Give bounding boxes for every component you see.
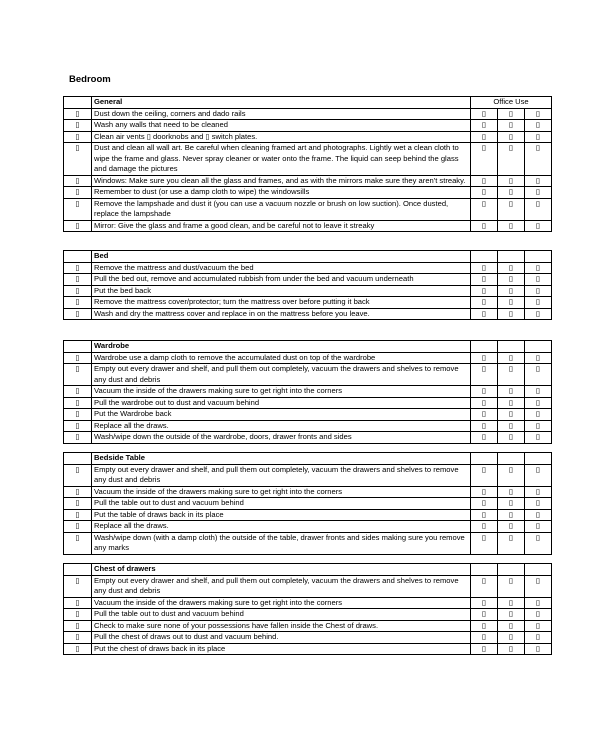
task-checkbox[interactable]: ▯: [64, 521, 92, 533]
header-blank-cell: [471, 341, 498, 353]
task-checkbox[interactable]: ▯: [64, 131, 92, 143]
office-checkbox-3[interactable]: ▯: [525, 297, 552, 309]
checklist-row: [64, 198, 552, 220]
office-checkbox-3[interactable]: ▯: [525, 632, 552, 644]
task-checkbox[interactable]: ▯: [64, 120, 92, 132]
checklist-row: [64, 175, 552, 187]
office-checkbox-1[interactable]: ▯: [471, 575, 498, 597]
office-checkbox-1[interactable]: ▯: [471, 532, 498, 554]
office-checkbox-1[interactable]: ▯: [471, 108, 498, 120]
task-checkbox[interactable]: ▯: [64, 620, 92, 632]
header-blank-cell: [64, 251, 92, 263]
office-checkbox-2[interactable]: ▯: [498, 285, 525, 297]
section-header: [64, 251, 552, 263]
checklist-row: [64, 521, 552, 533]
section-bed: [63, 250, 552, 320]
task-checkbox[interactable]: ▯: [64, 609, 92, 621]
task-checkbox[interactable]: ▯: [64, 352, 92, 364]
task-checkbox[interactable]: ▯: [64, 397, 92, 409]
office-checkbox-2[interactable]: ▯: [498, 575, 525, 597]
header-blank-cell: [471, 453, 498, 465]
header-blank-cell: [64, 341, 92, 353]
task-checkbox[interactable]: ▯: [64, 532, 92, 554]
office-checkbox-3[interactable]: ▯: [525, 131, 552, 143]
office-checkbox-2[interactable]: ▯: [498, 397, 525, 409]
office-checkbox-3[interactable]: ▯: [525, 498, 552, 510]
office-checkbox-1[interactable]: ▯: [471, 432, 498, 444]
office-checkbox-3[interactable]: ▯: [525, 509, 552, 521]
office-checkbox-3[interactable]: ▯: [525, 198, 552, 220]
office-checkbox-1[interactable]: ▯: [471, 597, 498, 609]
checklist-row: [64, 352, 552, 364]
task-text: Wash/wipe down the outside of the wardrobe, doors, drawer fronts and sides: [92, 432, 471, 444]
task-checkbox[interactable]: ▯: [64, 432, 92, 444]
task-checkbox[interactable]: ▯: [64, 464, 92, 486]
section-bedside-table: [63, 452, 552, 555]
office-checkbox-2[interactable]: ▯: [498, 464, 525, 486]
checklist-row: [64, 108, 552, 120]
office-checkbox-1[interactable]: ▯: [471, 386, 498, 398]
task-text: Wash and dry the mattress cover and replace in on the mattress before you leave.: [92, 308, 471, 320]
office-checkbox-2[interactable]: ▯: [498, 521, 525, 533]
checklist-row: [64, 509, 552, 521]
task-text: Wardrobe use a damp cloth to remove the accumulated dust on top of the wardrobe: [92, 352, 471, 364]
header-blank-cell: [525, 251, 552, 263]
office-checkbox-1[interactable]: ▯: [471, 498, 498, 510]
office-checkbox-2[interactable]: ▯: [498, 220, 525, 232]
office-checkbox-2[interactable]: ▯: [498, 597, 525, 609]
office-checkbox-1[interactable]: ▯: [471, 175, 498, 187]
task-text: Replace all the draws.: [92, 420, 471, 432]
office-checkbox-1[interactable]: ▯: [471, 120, 498, 132]
task-text: Mirror: Give the glass and frame a good clean, and be careful not to leave it streaky: [92, 220, 471, 232]
checklist-row: [64, 643, 552, 655]
checklist-row: [64, 297, 552, 309]
office-checkbox-3[interactable]: ▯: [525, 397, 552, 409]
task-checkbox[interactable]: ▯: [64, 285, 92, 297]
task-text: Vacuum the inside of the drawers making sure to get right into the corners: [92, 597, 471, 609]
office-checkbox-1[interactable]: ▯: [471, 285, 498, 297]
office-checkbox-2[interactable]: ▯: [498, 143, 525, 176]
office-checkbox-3[interactable]: ▯: [525, 521, 552, 533]
office-checkbox-3[interactable]: ▯: [525, 643, 552, 655]
office-checkbox-2[interactable]: ▯: [498, 187, 525, 199]
task-text: Empty out every drawer and shelf, and pull them out completely, vacuum the drawers and shelves to remove any dust and debris: [92, 364, 471, 386]
section-title: Bedside Table: [92, 453, 471, 465]
header-blank-cell: [498, 453, 525, 465]
office-checkbox-3[interactable]: ▯: [525, 420, 552, 432]
office-checkbox-3[interactable]: ▯: [525, 575, 552, 597]
office-checkbox-1[interactable]: ▯: [471, 397, 498, 409]
header-blank-cell: [525, 453, 552, 465]
task-text: Empty out every drawer and shelf, and pull them out completely, vacuum the drawers and shelves to remove any dust and debris: [92, 575, 471, 597]
task-checkbox[interactable]: ▯: [64, 364, 92, 386]
office-checkbox-1[interactable]: ▯: [471, 352, 498, 364]
office-checkbox-1[interactable]: ▯: [471, 420, 498, 432]
checklist-row: [64, 420, 552, 432]
task-text: Put the chest of draws back in its place: [92, 643, 471, 655]
task-checkbox[interactable]: ▯: [64, 409, 92, 421]
office-checkbox-1[interactable]: ▯: [471, 609, 498, 621]
office-checkbox-2[interactable]: ▯: [498, 108, 525, 120]
task-text: Clean air vents ▯ doorknobs and ▯ switch plates.: [92, 131, 471, 143]
task-text: Pull the wardrobe out to dust and vacuum behind: [92, 397, 471, 409]
section-title: Wardrobe: [92, 341, 471, 353]
checklist-row: [64, 364, 552, 386]
office-checkbox-2[interactable]: ▯: [498, 498, 525, 510]
office-checkbox-3[interactable]: ▯: [525, 175, 552, 187]
office-checkbox-1[interactable]: ▯: [471, 198, 498, 220]
office-checkbox-1[interactable]: ▯: [471, 464, 498, 486]
task-text: Vacuum the inside of the drawers making sure to get right into the corners: [92, 486, 471, 498]
office-checkbox-3[interactable]: ▯: [525, 597, 552, 609]
task-text: Pull the table out to dust and vacuum behind: [92, 498, 471, 510]
section-wardrobe: [63, 340, 552, 444]
office-checkbox-3[interactable]: ▯: [525, 620, 552, 632]
task-checkbox[interactable]: ▯: [64, 187, 92, 199]
checklist-row: [64, 409, 552, 421]
checklist-row: [64, 464, 552, 486]
office-use-header: Office Use: [471, 97, 552, 109]
task-checkbox[interactable]: ▯: [64, 509, 92, 521]
office-checkbox-1[interactable]: ▯: [471, 643, 498, 655]
task-checkbox[interactable]: ▯: [64, 597, 92, 609]
checklist-row: [64, 308, 552, 320]
task-checkbox[interactable]: ▯: [64, 108, 92, 120]
section-header: [64, 341, 552, 353]
office-checkbox-3[interactable]: ▯: [525, 486, 552, 498]
section-header: [64, 453, 552, 465]
task-checkbox[interactable]: ▯: [64, 220, 92, 232]
checklist-row: [64, 262, 552, 274]
task-checkbox[interactable]: ▯: [64, 308, 92, 320]
office-checkbox-1[interactable]: ▯: [471, 131, 498, 143]
checklist-row: [64, 498, 552, 510]
checklist-row: [64, 532, 552, 554]
task-checkbox[interactable]: ▯: [64, 486, 92, 498]
task-checkbox[interactable]: ▯: [64, 297, 92, 309]
task-checkbox[interactable]: ▯: [64, 198, 92, 220]
task-text: Empty out every drawer and shelf, and pull them out completely, vacuum the drawers and shelves to remove any dust and debris: [92, 464, 471, 486]
office-checkbox-2[interactable]: ▯: [498, 532, 525, 554]
checklist-row: [64, 609, 552, 621]
office-checkbox-3[interactable]: ▯: [525, 285, 552, 297]
section-general: [63, 96, 552, 232]
office-checkbox-2[interactable]: ▯: [498, 386, 525, 398]
task-text: Put the table of draws back in its place: [92, 509, 471, 521]
office-checkbox-2[interactable]: ▯: [498, 643, 525, 655]
office-checkbox-2[interactable]: ▯: [498, 297, 525, 309]
task-text: Put the Wardrobe back: [92, 409, 471, 421]
section-title: Chest of drawers: [92, 564, 471, 576]
checklist-row: [64, 386, 552, 398]
office-checkbox-1[interactable]: ▯: [471, 409, 498, 421]
section-header: [64, 97, 552, 109]
checklist-row: [64, 274, 552, 286]
checklist-row: [64, 120, 552, 132]
office-checkbox-3[interactable]: ▯: [525, 120, 552, 132]
office-checkbox-3[interactable]: ▯: [525, 308, 552, 320]
office-checkbox-2[interactable]: ▯: [498, 432, 525, 444]
checklist-row: [64, 620, 552, 632]
header-blank-cell: [471, 251, 498, 263]
task-checkbox[interactable]: ▯: [64, 274, 92, 286]
task-checkbox[interactable]: ▯: [64, 386, 92, 398]
task-text: Windows: Make sure you clean all the glass and frames, and as with the mirrors make sure they aren't streaky.: [92, 175, 471, 187]
task-checkbox[interactable]: ▯: [64, 262, 92, 274]
office-checkbox-2[interactable]: ▯: [498, 262, 525, 274]
header-blank-cell: [471, 564, 498, 576]
office-checkbox-1[interactable]: ▯: [471, 308, 498, 320]
task-text: Wash/wipe down (with a damp cloth) the outside of the table, drawer fronts and sides making sure you remove any marks: [92, 532, 471, 554]
checklist-row: [64, 143, 552, 176]
office-checkbox-1[interactable]: ▯: [471, 364, 498, 386]
task-checkbox[interactable]: ▯: [64, 643, 92, 655]
task-text: Check to make sure none of your possessions have fallen inside the Chest of draws.: [92, 620, 471, 632]
office-checkbox-2[interactable]: ▯: [498, 420, 525, 432]
checklist-row: [64, 432, 552, 444]
checklist-row: [64, 486, 552, 498]
task-text: Put the bed back: [92, 285, 471, 297]
office-checkbox-3[interactable]: ▯: [525, 220, 552, 232]
office-checkbox-2[interactable]: ▯: [498, 486, 525, 498]
header-blank-cell: [498, 251, 525, 263]
office-checkbox-2[interactable]: ▯: [498, 308, 525, 320]
office-checkbox-2[interactable]: ▯: [498, 509, 525, 521]
office-checkbox-1[interactable]: ▯: [471, 486, 498, 498]
task-checkbox[interactable]: ▯: [64, 143, 92, 176]
task-text: Dust down the ceiling, corners and dado rails: [92, 108, 471, 120]
office-checkbox-2[interactable]: ▯: [498, 274, 525, 286]
office-checkbox-2[interactable]: ▯: [498, 120, 525, 132]
checklist-row: [64, 397, 552, 409]
header-blank-cell: [64, 453, 92, 465]
task-text: Pull the bed out, remove and accumulated rubbish from under the bed and vacuum underneath: [92, 274, 471, 286]
checklist-row: [64, 597, 552, 609]
section-chest-of-drawers: [63, 563, 552, 655]
office-checkbox-3[interactable]: ▯: [525, 532, 552, 554]
office-checkbox-1[interactable]: ▯: [471, 187, 498, 199]
office-checkbox-1[interactable]: ▯: [471, 297, 498, 309]
header-blank-cell: [64, 97, 92, 109]
task-text: Wash any walls that need to be cleaned: [92, 120, 471, 132]
office-checkbox-3[interactable]: ▯: [525, 187, 552, 199]
office-checkbox-1[interactable]: ▯: [471, 620, 498, 632]
office-checkbox-1[interactable]: ▯: [471, 274, 498, 286]
office-checkbox-3[interactable]: ▯: [525, 432, 552, 444]
office-checkbox-3[interactable]: ▯: [525, 108, 552, 120]
checklist-row: [64, 131, 552, 143]
checklist-row: [64, 575, 552, 597]
page-title: Bedroom: [69, 74, 111, 85]
office-checkbox-2[interactable]: ▯: [498, 609, 525, 621]
task-text: Remove the mattress cover/protector; turn the mattress over before putting it back: [92, 297, 471, 309]
office-checkbox-2[interactable]: ▯: [498, 131, 525, 143]
header-blank-cell: [498, 341, 525, 353]
checklist-row: [64, 632, 552, 644]
office-checkbox-3[interactable]: ▯: [525, 364, 552, 386]
task-text: Vacuum the inside of the drawers making sure to get right into the corners: [92, 386, 471, 398]
task-checkbox[interactable]: ▯: [64, 175, 92, 187]
task-text: Pull the chest of draws out to dust and vacuum behind.: [92, 632, 471, 644]
section-title: Bed: [92, 251, 471, 263]
task-text: Replace all the draws.: [92, 521, 471, 533]
office-checkbox-1[interactable]: ▯: [471, 143, 498, 176]
task-checkbox[interactable]: ▯: [64, 420, 92, 432]
office-checkbox-1[interactable]: ▯: [471, 509, 498, 521]
office-checkbox-3[interactable]: ▯: [525, 143, 552, 176]
office-checkbox-1[interactable]: ▯: [471, 220, 498, 232]
section-header: [64, 564, 552, 576]
office-checkbox-3[interactable]: ▯: [525, 274, 552, 286]
task-text: Dust and clean all wall art. Be careful when cleaning framed art and photographs. Lightly wet a clean cloth to wipe the frame and glass. Never spray cleaner or water onto the frame. The liquid can seep behind the glass and damage the pictures: [92, 143, 471, 176]
task-checkbox[interactable]: ▯: [64, 632, 92, 644]
task-checkbox[interactable]: ▯: [64, 575, 92, 597]
office-checkbox-2[interactable]: ▯: [498, 632, 525, 644]
section-title: General: [92, 97, 471, 109]
office-checkbox-2[interactable]: ▯: [498, 175, 525, 187]
header-blank-cell: [525, 564, 552, 576]
office-checkbox-3[interactable]: ▯: [525, 464, 552, 486]
office-checkbox-1[interactable]: ▯: [471, 262, 498, 274]
header-blank-cell: [64, 564, 92, 576]
office-checkbox-2[interactable]: ▯: [498, 198, 525, 220]
office-checkbox-1[interactable]: ▯: [471, 632, 498, 644]
task-text: Remove the mattress and dust/vacuum the bed: [92, 262, 471, 274]
office-checkbox-3[interactable]: ▯: [525, 409, 552, 421]
task-text: Remove the lampshade and dust it (you can use a vacuum nozzle or brush on low suction). Once dusted, replace the lampshade: [92, 198, 471, 220]
office-checkbox-2[interactable]: ▯: [498, 409, 525, 421]
office-checkbox-2[interactable]: ▯: [498, 352, 525, 364]
office-checkbox-3[interactable]: ▯: [525, 262, 552, 274]
task-text: Remember to dust (or use a damp cloth to wipe) the windowsills: [92, 187, 471, 199]
header-blank-cell: [498, 564, 525, 576]
office-checkbox-3[interactable]: ▯: [525, 352, 552, 364]
task-checkbox[interactable]: ▯: [64, 498, 92, 510]
office-checkbox-3[interactable]: ▯: [525, 386, 552, 398]
office-checkbox-3[interactable]: ▯: [525, 609, 552, 621]
task-text: Pull the table out to dust and vacuum behind: [92, 609, 471, 621]
checklist-row: [64, 220, 552, 232]
checklist-row: [64, 187, 552, 199]
office-checkbox-2[interactable]: ▯: [498, 364, 525, 386]
office-checkbox-1[interactable]: ▯: [471, 521, 498, 533]
office-checkbox-2[interactable]: ▯: [498, 620, 525, 632]
checklist-row: [64, 285, 552, 297]
header-blank-cell: [525, 341, 552, 353]
